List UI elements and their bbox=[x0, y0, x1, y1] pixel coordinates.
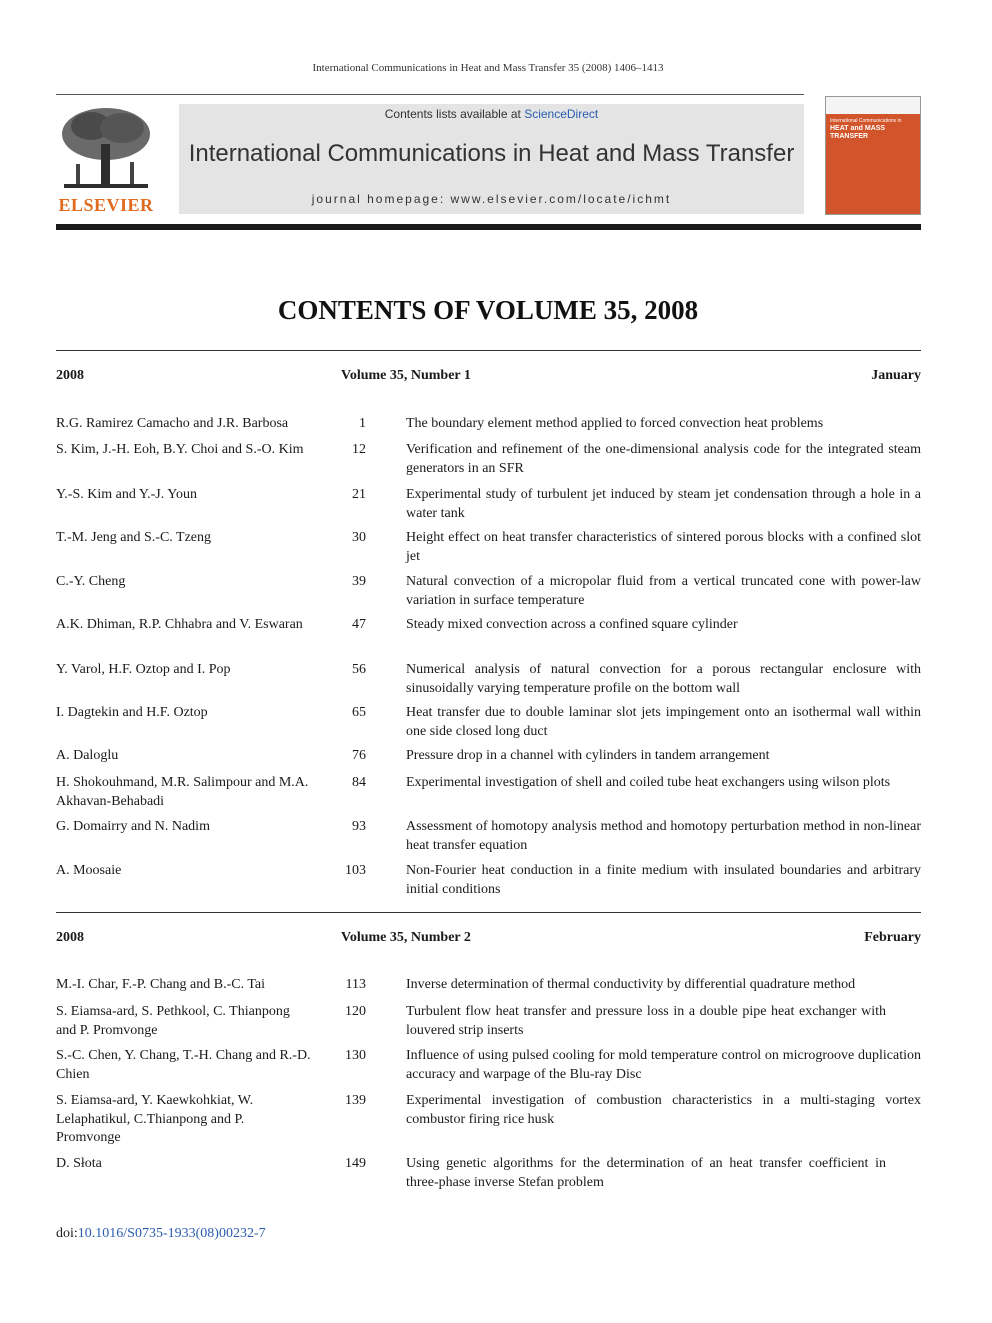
page-title: CONTENTS OF VOLUME 35, 2008 bbox=[277, 295, 699, 325]
entry-title[interactable]: Steady mixed convection across a confined square cylinder bbox=[406, 617, 738, 632]
issue-month: January bbox=[871, 368, 921, 383]
entry-title[interactable]: Turbulent flow heat transfer and pressure loss in a double pipe heat exchanger with louvered strip inserts bbox=[406, 1004, 886, 1038]
issue-year: 2008 bbox=[56, 368, 84, 383]
entry-title[interactable]: Numerical analysis of natural convection for a porous rectangular enclosure with sinusoidally varying temperature profile on the bottom wall bbox=[406, 662, 921, 696]
doi-line bbox=[56, 1226, 266, 1242]
entry-authors: T.-M. Jeng and S.-C. Tzeng bbox=[56, 530, 212, 545]
masthead-rule bbox=[56, 94, 804, 95]
journal-title: International Communications in Heat and Mass Transfer bbox=[188, 140, 795, 167]
entry-page: 56 bbox=[352, 662, 366, 677]
doi-prefix: doi: bbox=[56, 1226, 78, 1241]
entry-title[interactable]: Natural convection of a micropolar fluid from a vertical truncated cone with power-law variation in surface temperature bbox=[406, 574, 921, 608]
issue-volume: Volume 35, Number 1 bbox=[341, 368, 471, 383]
entry-authors: S. Eiamsa-ard, Y. Kaewkohkiat, W. Lelaphatikul, C.Thianpong and P. Promvonge bbox=[56, 1093, 254, 1145]
contents-prefix: Contents lists available at bbox=[384, 107, 521, 121]
entry-page: 139 bbox=[345, 1093, 366, 1108]
entry-title[interactable]: Inverse determination of thermal conductivity by differential quadrature method bbox=[406, 977, 856, 992]
entry-title[interactable]: Experimental study of turbulent jet induced by steam jet condensation through a hole in a water tank bbox=[406, 487, 921, 521]
entry-title[interactable]: Assessment of homotopy analysis method and homotopy perturbation method in non-linear heat transfer equation bbox=[406, 819, 921, 853]
entry-page: 12 bbox=[352, 442, 366, 457]
entry-page: 113 bbox=[345, 977, 366, 992]
publisher-wordmark: ELSEVIER bbox=[58, 195, 154, 215]
entry-authors: Y. Varol, H.F. Oztop and I. Pop bbox=[56, 662, 231, 677]
elsevier-logo[interactable] bbox=[56, 104, 156, 216]
entry-page: 93 bbox=[352, 819, 366, 834]
entry-page: 30 bbox=[352, 530, 366, 545]
entry-page: 103 bbox=[345, 863, 366, 878]
doi-link[interactable]: 10.1016/S0735-1933(08)00232-7 bbox=[77, 1226, 266, 1241]
issue-year: 2008 bbox=[56, 930, 84, 945]
entry-title[interactable]: Experimental investigation of shell and coiled tube heat exchangers using wilson plots bbox=[406, 775, 891, 790]
issue-month: February bbox=[864, 930, 921, 945]
tree-icon bbox=[56, 104, 156, 192]
entry-title[interactable]: Heat transfer due to double laminar slot jets impingement onto an isothermal wall within one side closed long duct bbox=[406, 705, 921, 739]
entry-authors: A. Daloglu bbox=[56, 748, 119, 763]
entry-authors: I. Dagtekin and H.F. Oztop bbox=[56, 705, 208, 720]
entry-authors: G. Domairry and N. Nadim bbox=[56, 819, 210, 834]
entry-page: 76 bbox=[352, 748, 366, 763]
running-head: International Communications in Heat and Mass Transfer 35 (2008) 1406–1413 bbox=[312, 62, 664, 74]
issue-divider bbox=[56, 912, 921, 913]
masthead-thick-rule bbox=[56, 224, 921, 230]
entry-title[interactable]: Pressure drop in a channel with cylinders in tandem arrangement bbox=[406, 748, 770, 763]
sciencedirect-link[interactable]: ScienceDirect bbox=[524, 107, 599, 121]
entry-page: 39 bbox=[352, 574, 366, 589]
contents-availability bbox=[179, 107, 804, 121]
entry-title[interactable]: Height effect on heat transfer characteristics of sintered porous blocks with a confined slot jet bbox=[406, 530, 921, 564]
journal-homepage[interactable]: journal homepage: www.elsevier.com/locate/ichmt bbox=[311, 192, 672, 206]
cover-title: HEAT and MASS TRANSFER bbox=[830, 125, 886, 140]
entry-page: 1 bbox=[359, 416, 366, 431]
entry-page: 120 bbox=[345, 1004, 366, 1019]
entry-title[interactable]: Using genetic algorithms for the determination of an heat transfer coefficient in three-phase inverse Stefan problem bbox=[406, 1156, 886, 1190]
entry-page: 65 bbox=[352, 705, 366, 720]
entry-authors: S. Eiamsa-ard, S. Pethkool, C. Thianpong and P. Promvonge bbox=[56, 1004, 290, 1038]
journal-banner bbox=[179, 104, 804, 214]
entry-authors: M.-I. Char, F.-P. Chang and B.-C. Tai bbox=[56, 977, 266, 992]
entry-title[interactable]: Verification and refinement of the one-dimensional analysis code for the integrated steam generators in an SFR bbox=[406, 442, 921, 476]
issue-divider bbox=[56, 350, 921, 351]
entry-title[interactable]: Non-Fourier heat conduction in a finite medium with insulated boundaries and arbitrary initial conditions bbox=[406, 863, 921, 897]
entry-authors: A. Moosaie bbox=[56, 863, 122, 878]
entry-page: 130 bbox=[345, 1048, 366, 1063]
issue-header bbox=[56, 368, 921, 388]
entry-title[interactable]: Influence of using pulsed cooling for mold temperature control on microgroove duplication accuracy and warpage of the Blu-ray Disc bbox=[406, 1048, 921, 1082]
issue-volume: Volume 35, Number 2 bbox=[341, 930, 471, 945]
entry-authors: A.K. Dhiman, R.P. Chhabra and V. Eswaran bbox=[56, 617, 303, 632]
cover-subtitle: International Communications in bbox=[830, 118, 902, 124]
entry-authors: S.-C. Chen, Y. Chang, T.-H. Chang and R.-D. Chien bbox=[56, 1048, 311, 1082]
entry-title[interactable]: The boundary element method applied to forced convection heat problems bbox=[406, 416, 824, 431]
entry-authors: R.G. Ramirez Camacho and J.R. Barbosa bbox=[56, 416, 289, 431]
entry-authors: S. Kim, J.-H. Eoh, B.Y. Choi and S.-O. Kim bbox=[56, 442, 304, 457]
entry-page: 47 bbox=[352, 617, 366, 632]
entry-page: 84 bbox=[352, 775, 366, 790]
entry-page: 21 bbox=[352, 487, 366, 502]
journal-cover[interactable] bbox=[825, 96, 921, 215]
issue-header bbox=[56, 930, 921, 950]
entry-page: 149 bbox=[345, 1156, 366, 1171]
entry-authors: D. Słota bbox=[56, 1156, 102, 1171]
entry-authors: Y.-S. Kim and Y.-J. Youn bbox=[56, 487, 197, 502]
entry-authors: H. Shokouhmand, M.R. Salimpour and M.A. Akhavan-Behabadi bbox=[56, 775, 309, 809]
entry-authors: C.-Y. Cheng bbox=[56, 574, 126, 589]
entry-title[interactable]: Experimental investigation of combustion characteristics in a multi-staging vortex combustor firing rice husk bbox=[406, 1093, 921, 1127]
